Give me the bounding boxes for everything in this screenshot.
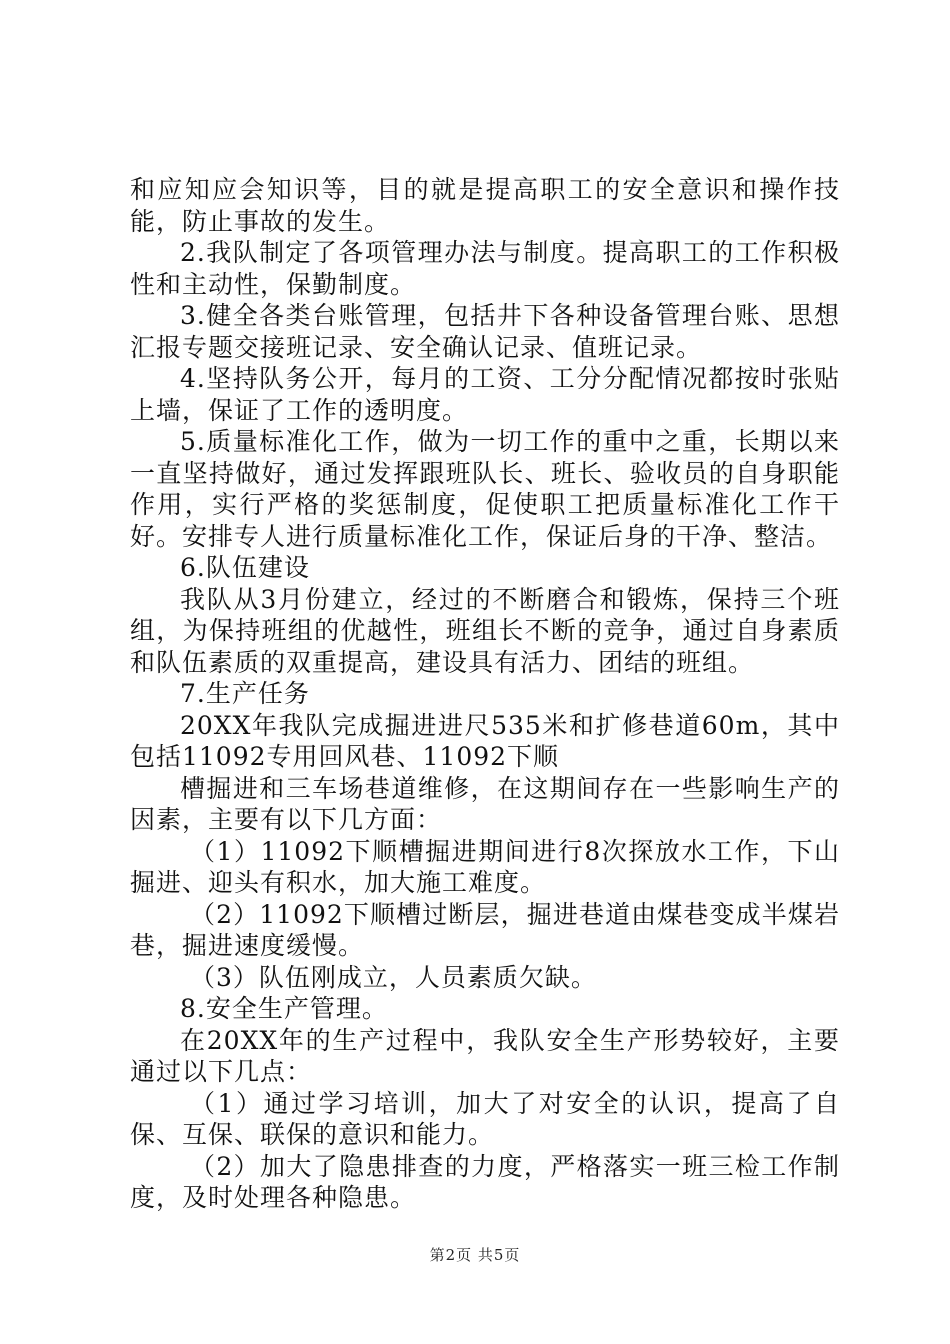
paragraph-2: 2.我队制定了各项管理办法与制度。提高职工的工作积极性和主动性，保勤制度。 (130, 238, 840, 299)
paragraph-4: 4.坚持队务公开，每月的工资、工分分配情况都按时张贴上墙，保证了工作的透明度。 (130, 364, 840, 425)
paragraph-14-heading: 8.安全生产管理。 (180, 994, 388, 1023)
paragraph-9: 20XX年我队完成掘进进尺535米和扩修巷道60m，其中包括11092专用回风巷、11092下顺 (130, 710, 840, 771)
paragraph-1: 和应知应会知识等，目的就是提高职工的安全意识和操作技能，防止事故的发生。 (130, 175, 840, 236)
paragraph-6-heading: 6.队伍建设 (180, 553, 310, 582)
paragraph-8-heading: 7.生产任务 (180, 679, 310, 708)
paragraph-7: 我队从3月份建立，经过的不断磨合和锻炼，保持三个班组，为保持班组的优越性，班组长不断的竞争，通过自身素质和队伍素质的双重提高，建设具有活力、团结的班组。 (130, 584, 840, 677)
paragraph-3: 3.健全各类台账管理，包括井下各种设备管理台账、思想汇报专题交接班记录、安全确认记录、值班记录。 (130, 301, 840, 362)
paragraph-15: 在20XX年的生产过程中，我队安全生产形势较好，主要通过以下几点： (130, 1025, 840, 1086)
paragraph-10: 槽掘进和三车场巷道维修，在这期间存在一些影响生产的因素，主要有以下几方面： (130, 773, 840, 834)
paragraph-5: 5.质量标准化工作，做为一切工作的重中之重，长期以来一直坚持做好，通过发挥跟班队长、班长、验收员的自身职能作用，实行严格的奖惩制度，促使职工把质量标准化工作干好。安排专人进行质量标准化工作，保证后身的干净、整洁。 (130, 427, 840, 551)
paragraph-16-list-item: （1）通过学习培训，加大了对安全的认识，提高了自保、互保、联保的意识和能力。 (130, 1088, 840, 1149)
paragraph-17-list-item: （2）加大了隐患排查的力度，严格落实一班三检工作制度，及时处理各种隐患。 (130, 1151, 840, 1212)
paragraph-13-list-item: （3）队伍刚成立，人员素质欠缺。 (190, 962, 597, 992)
paragraph-12-list-item: （2）11092下顺槽过断层，掘进巷道由煤巷变成半煤岩巷，掘进速度缓慢。 (130, 899, 840, 960)
document-body (130, 174, 840, 1214)
page-number-footer: 第2页 共5页 (429, 1246, 521, 1264)
paragraph-11-list-item: （1）11092下顺槽掘进期间进行8次探放水工作，下山掘进、迎头有积水，加大施工难度。 (130, 836, 840, 897)
